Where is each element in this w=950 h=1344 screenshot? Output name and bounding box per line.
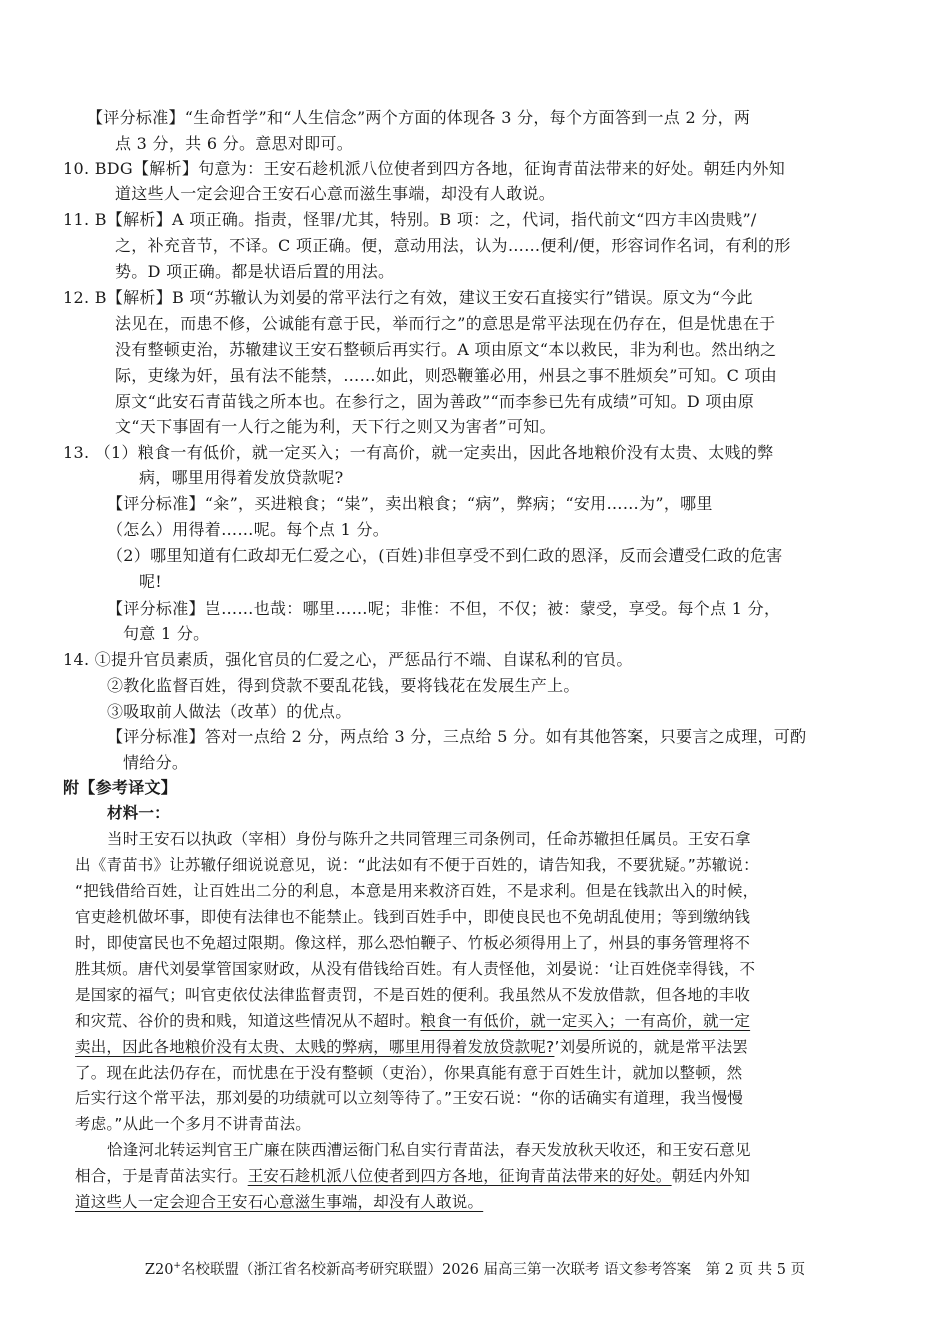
question-12-answer-cont: 际，吏缘为奸，虽有法不能禁，……如此，则恐鞭箠必用，州县之事不胜烦矣”可知。C 项由 [115, 366, 778, 385]
translation-line: 了。现在此法仍存在，而忧患在于没有整顿（吏治），你果真能有意于百姓生计，就加以整顿，然 [75, 1064, 743, 1082]
translation-text: 朝廷内外知 [671, 1167, 751, 1185]
scoring-criteria-line: 点 3 分，共 6 分。意思对即可。 [115, 134, 354, 153]
question-14-point1: 14. ①提升官员素质，强化官员的仁爱之心，严惩品行不端、自谋私利的官员。 [63, 650, 633, 669]
translation-line: 后实行这个常平法，那刘晏的功绩就可以立刻等待了。”王安石说：“你的话确实有道理，我当慢慢 [75, 1089, 744, 1107]
appendix-heading: 附【参考译文】 [63, 778, 178, 797]
underlined-sentence: 粮食一有低价，就一定买入；一有高价，就一定 [420, 1012, 751, 1030]
question-10-answer-cont: 道这些人一定会迎合王安石心意而滋生事端，却没有人敢说。 [115, 184, 556, 203]
question-11-answer: 11. B【解析】A 项正确。指责，怪罪/尤其，特别。B 项：之，代词，指代前文“四方丰凶贵贱”/ [63, 210, 757, 229]
page-footer [0, 1255, 950, 1281]
footer-brand-plus: + [173, 1261, 181, 1271]
scoring-criteria-line: 【评分标准】“生命哲学”和“人生信念”两个方面的体现各 3 分，每个方面答到一点 2 分，两 [87, 108, 751, 127]
scoring-criteria-line: 句意 1 分。 [123, 624, 210, 643]
translation-line: 恰逢河北转运判官王广廉在陕西漕运衙门私自实行青苗法，春天发放秋天收还，和王安石意见 [107, 1141, 751, 1159]
translation-line: 胜其烦。唐代刘晏掌管国家财政，从没有借钱给百姓。有人责怪他，刘晏说：‘让百姓侥幸得钱，不 [75, 960, 756, 978]
translation-line [75, 1035, 748, 1059]
underlined-sentence: 道这些人一定会迎合王安石心意滋生事端，却没有人敢说。 [75, 1193, 484, 1211]
question-14-point3: ③吸取前人做法（改革）的优点。 [107, 702, 352, 721]
material-one-heading: 材料一： [107, 804, 170, 822]
translation-text: 和灾荒、谷价的贵和贱，知道这些情况从不超时。 [75, 1012, 421, 1030]
translation-text: 相合，于是青苗法实行。 [75, 1167, 248, 1185]
translation-line: 时，即使富民也不免超过限期。像这样，那么恐怕鞭子、竹板必须得用上了，州县的事务管理将不 [75, 934, 751, 952]
translation-line: 当时王安石以执政（宰相）身份与陈升之共同管理三司条例司，任命苏辙担任属员。王安石拿 [107, 830, 751, 848]
translation-line [75, 1164, 750, 1188]
question-11-answer-cont: 之，补充音节，不译。C 项正确。便，意动用法，认为……便利/便，形容词作名词，有利的形 [115, 236, 791, 255]
scoring-criteria-line: （怎么）用得着……呢。每个点 1 分。 [107, 520, 390, 539]
footer-brand: Z20 [144, 1261, 174, 1278]
translation-line: 出《青苗书》让苏辙仔细说说意见，说：“此法如有不便于百姓的，请告知我，不要犹疑。”苏辙说： [75, 856, 759, 874]
footer-text: 名校联盟（浙江省名校新高考研究联盟）2026 届高三第一次联考 语文参考答案 第 2 页 共 5 页 [180, 1261, 806, 1278]
scoring-criteria-line: 【评分标准】“籴”，买进粮食；“粜”，卖出粮食；“病”，弊病；“安用……为”，哪里 [107, 494, 713, 513]
scoring-criteria-line: 情给分。 [123, 753, 189, 772]
question-11-answer-cont: 势。D 项正确。都是状语后置的用法。 [115, 262, 395, 281]
translation-line [75, 1009, 750, 1033]
question-13-part1-cont: 病，哪里用得着发放贷款呢? [139, 468, 344, 487]
question-12-answer-cont: 原文“此安石青苗钱之所本也。在参行之，固为善政”“而李参已先有成绩”可知。D 项由原 [115, 392, 755, 411]
question-12-answer-cont: 文“天下事固有一人行之能为利，天下行之则又为害者”可知。 [115, 417, 556, 436]
scoring-criteria-line: 【评分标准】岂……也哉：哪里……呢；非惟：不但，不仅；被：蒙受，享受。每个点 1 分， [107, 599, 781, 618]
question-14-point2: ②教化监督百姓，得到贷款不要乱花钱，要将钱花在发展生产上。 [107, 676, 580, 695]
question-13-part1: 13. （1）粮食一有低价，就一定买入；一有高价，就一定卖出，因此各地粮价没有太贵、太贱的弊 [63, 443, 774, 462]
translation-line: 官吏趁机做坏事，即使有法律也不能禁止。钱到百姓手中，即使良民也不免胡乱使用；等到缴纳钱 [75, 908, 751, 926]
translation-line: 考虑。”从此一个多月不讲青苗法。 [75, 1115, 311, 1133]
question-13-part2: （2）哪里知道有仁政却无仁爱之心，(百姓)非但享受不到仁政的恩泽，反而会遭受仁政的危害 [107, 546, 783, 565]
question-13-part2-cont: 呢! [139, 572, 163, 591]
question-10-answer: 10. BDG【解析】句意为：王安石趁机派八位使者到四方各地，征询青苗法带来的好处。朝廷内外知 [63, 159, 785, 178]
translation-line: “把钱借给百姓，让百姓出二分的利息，本意是用来救济百姓，不是求利。但是在钱款出入的时候， [75, 882, 759, 900]
translation-text: ’刘晏所说的，就是常平法罢 [554, 1038, 748, 1056]
question-12-answer-cont: 法见在，而患不修，公诚能有意于民，举而行之”的意思是常平法现在仍存在，但是忧患在于 [115, 314, 776, 333]
scoring-criteria-line: 【评分标准】答对一点给 2 分，两点给 3 分，三点给 5 分。如有其他答案，只要言之成理，可酌 [107, 727, 807, 746]
underlined-sentence: 王安石趁机派八位使者到四方各地，征询青苗法带来的好处。 [247, 1167, 672, 1185]
underlined-sentence: 卖出，因此各地粮价没有太贵、太贱的弊病，哪里用得着发放贷款呢? [75, 1038, 555, 1056]
translation-line: 是国家的福气；叫官吏依仗法律监督责罚，不是百姓的便利。我虽然从不发放借款，但各地的丰收 [75, 986, 751, 1004]
question-12-answer: 12. B【解析】B 项“苏辙认为刘晏的常平法行之有效，建议王安石直接实行”错误。原文为“今此 [63, 288, 753, 307]
question-12-answer-cont: 没有整顿吏治，苏辙建议王安石整顿后再实行。A 项由原文“本以救民，非为利也。然出纳之 [115, 340, 777, 359]
